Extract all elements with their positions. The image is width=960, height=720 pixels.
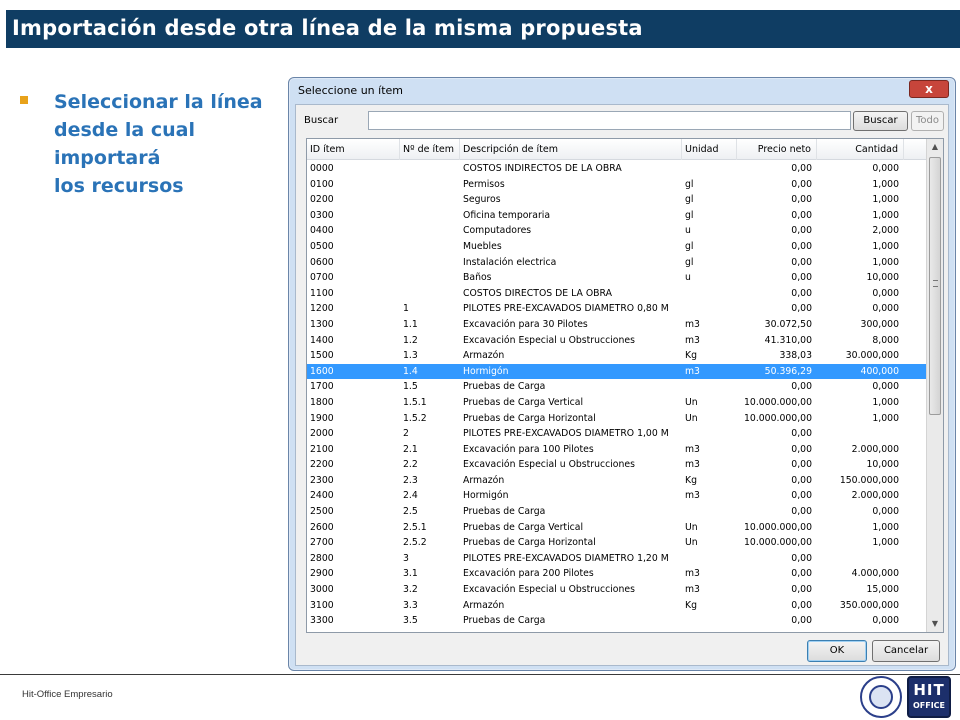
cell-number: 3.1 xyxy=(403,568,418,580)
cell-quantity: 1,000 xyxy=(872,537,899,549)
cell-quantity: 0,000 xyxy=(872,163,899,174)
search-button[interactable]: Buscar xyxy=(853,111,908,131)
cell-quantity: 10,000 xyxy=(866,459,899,471)
column-header-id[interactable]: ID ítem xyxy=(307,139,400,160)
cell-description: Excavación Especial u Obstrucciones xyxy=(463,459,635,471)
cell-quantity: 1,000 xyxy=(872,209,899,221)
cell-quantity: 1,000 xyxy=(872,178,899,190)
cell-price: 0,00 xyxy=(791,474,812,486)
cell-unit: u xyxy=(685,225,691,237)
table-row[interactable] xyxy=(307,598,927,614)
cell-description: PILOTES PRE-EXCAVADOS DIAMETRO 1,00 M xyxy=(463,428,669,440)
table-row[interactable] xyxy=(307,411,927,427)
cell-unit: u xyxy=(685,272,691,284)
cell-number: 2.2 xyxy=(403,459,418,471)
cell-unit xyxy=(682,301,737,317)
cell-unit: gl xyxy=(685,178,694,190)
cell-price: 0,00 xyxy=(791,381,812,393)
cell-number xyxy=(400,239,460,255)
cell-quantity xyxy=(817,426,904,442)
cell-id: 1100 xyxy=(310,287,334,299)
cell-id: 2900 xyxy=(310,568,334,580)
cell-quantity: 0,000 xyxy=(872,506,899,518)
cell-description: Hormigón xyxy=(463,365,509,377)
cell-price: 338,03 xyxy=(779,350,812,362)
cell-quantity: 2.000,000 xyxy=(851,490,899,502)
cell-quantity: 1,000 xyxy=(872,256,899,268)
cancel-button[interactable]: Cancelar xyxy=(872,640,940,662)
cell-unit: Un xyxy=(685,412,698,424)
slide-title: Importación desde otra línea de la misma propuesta xyxy=(12,16,643,40)
table-row[interactable] xyxy=(307,301,927,317)
cell-id: 1900 xyxy=(310,412,334,424)
column-header-number[interactable]: Nº de ítem xyxy=(400,139,460,160)
bullet-text xyxy=(54,88,263,200)
dialog-body xyxy=(295,104,949,666)
scroll-thumb[interactable] xyxy=(929,157,941,415)
search-input[interactable] xyxy=(368,111,851,130)
cell-price: 10.000.000,00 xyxy=(743,537,812,549)
cell-unit: gl xyxy=(685,194,694,206)
column-header-description[interactable]: Descripción de ítem xyxy=(460,139,682,160)
table-row[interactable] xyxy=(307,520,927,536)
cell-price: 41.310,00 xyxy=(764,334,812,346)
cell-unit: gl xyxy=(685,209,694,221)
cell-price: 0,00 xyxy=(791,599,812,611)
cell-quantity: 1,000 xyxy=(872,412,899,424)
table-row[interactable] xyxy=(307,270,927,286)
cell-number: 1.5.1 xyxy=(403,396,427,408)
cell-description: Excavación para 100 Pilotes xyxy=(463,443,594,455)
cell-id: 2400 xyxy=(310,490,334,502)
cell-price: 10.000.000,00 xyxy=(743,521,812,533)
cell-quantity xyxy=(817,551,904,567)
cell-quantity: 10,000 xyxy=(866,272,899,284)
cell-id: 1600 xyxy=(310,365,334,377)
table-row[interactable] xyxy=(307,239,927,255)
cell-description: PILOTES PRE-EXCAVADOS DIAMETRO 0,80 M xyxy=(463,303,669,315)
cell-number: 2.5.1 xyxy=(403,521,427,533)
cell-id: 1400 xyxy=(310,334,334,346)
cell-description: Armazón xyxy=(463,474,505,486)
header-accent-bar xyxy=(0,10,6,48)
cell-id: 2700 xyxy=(310,537,334,549)
cell-unit xyxy=(682,379,737,395)
cell-description: Excavación Especial u Obstrucciones xyxy=(463,334,635,346)
cell-quantity: 1,000 xyxy=(872,240,899,252)
cell-number: 1.4 xyxy=(403,365,418,377)
cell-id: 3100 xyxy=(310,599,334,611)
table-row[interactable] xyxy=(307,551,927,567)
cell-unit: Un xyxy=(685,537,698,549)
cell-number: 1 xyxy=(403,303,409,315)
table-row[interactable] xyxy=(307,317,927,333)
cell-price: 0,00 xyxy=(791,568,812,580)
cell-description: Excavación para 200 Pilotes xyxy=(463,568,594,580)
table-row[interactable] xyxy=(307,613,927,629)
cell-price: 0,00 xyxy=(791,459,812,471)
cell-description: Oficina temporaria xyxy=(463,209,551,221)
cell-unit: m3 xyxy=(685,365,700,377)
grip-icon xyxy=(933,280,938,287)
cell-id: 0300 xyxy=(310,209,334,221)
cell-unit: m3 xyxy=(685,334,700,346)
cell-description: Excavación para 30 Pilotes xyxy=(463,318,588,330)
cell-unit xyxy=(682,613,737,629)
cell-unit: m3 xyxy=(685,459,700,471)
cell-price: 30.072,50 xyxy=(764,318,812,330)
table-row[interactable] xyxy=(307,208,927,224)
select-item-dialog xyxy=(288,77,956,671)
column-header-price[interactable]: Precio neto xyxy=(737,139,817,160)
cell-id: 0400 xyxy=(310,225,334,237)
cell-unit: gl xyxy=(685,240,694,252)
cell-id: 0000 xyxy=(310,163,334,174)
cell-number: 2.5 xyxy=(403,506,418,518)
cell-unit xyxy=(682,551,737,567)
column-header-quantity[interactable]: Cantidad xyxy=(817,139,904,160)
cell-id: 0100 xyxy=(310,178,334,190)
cell-unit: m3 xyxy=(685,568,700,580)
table-row[interactable] xyxy=(307,333,927,349)
cell-number: 3.2 xyxy=(403,584,418,596)
cell-description: Instalación electrica xyxy=(463,256,557,268)
table-row[interactable] xyxy=(307,426,927,442)
ok-button[interactable]: OK xyxy=(807,640,867,662)
cell-price: 0,00 xyxy=(791,584,812,596)
cell-number xyxy=(400,223,460,239)
cell-description: Pruebas de Carga xyxy=(463,615,546,627)
cell-number: 1.1 xyxy=(403,318,418,330)
cell-id: 0500 xyxy=(310,240,334,252)
cell-unit xyxy=(682,504,737,520)
cell-description: Muebles xyxy=(463,240,502,252)
cell-price: 0,00 xyxy=(791,163,812,174)
table-row[interactable] xyxy=(307,379,927,395)
cell-price: 0,00 xyxy=(791,428,812,440)
bullet-line: importará xyxy=(54,147,161,169)
bullet-square-icon xyxy=(20,96,28,104)
table-row[interactable] xyxy=(307,535,927,551)
bullet-line: los recursos xyxy=(54,175,184,197)
cell-number: 2.5.2 xyxy=(403,537,427,549)
dialog-titlebar[interactable] xyxy=(289,78,955,104)
cell-id: 0700 xyxy=(310,272,334,284)
table-row[interactable] xyxy=(307,161,927,177)
vertical-scrollbar[interactable] xyxy=(926,139,943,632)
cell-price: 0,00 xyxy=(791,552,812,564)
cell-number xyxy=(400,255,460,271)
cell-description: COSTOS DIRECTOS DE LA OBRA xyxy=(463,287,612,299)
cell-price: 0,00 xyxy=(791,178,812,190)
cell-description: Pruebas de Carga Horizontal xyxy=(463,412,596,424)
cell-description: Pruebas de Carga Vertical xyxy=(463,396,584,408)
logo-top-text: HIT xyxy=(913,681,945,699)
close-icon: x xyxy=(925,82,933,96)
cell-price: 0,00 xyxy=(791,303,812,315)
table-body xyxy=(307,161,927,629)
cell-description: Hormigón xyxy=(463,490,509,502)
cell-id: 0200 xyxy=(310,194,334,206)
cell-description: Armazón xyxy=(463,599,505,611)
footer-divider xyxy=(0,674,960,675)
cell-description: Pruebas de Carga xyxy=(463,381,546,393)
cell-number: 2.3 xyxy=(403,474,418,486)
cell-price: 0,00 xyxy=(791,209,812,221)
search-label: Buscar xyxy=(304,115,339,126)
cell-id: 3300 xyxy=(310,615,334,627)
cell-id: 2200 xyxy=(310,459,334,471)
cell-id: 2100 xyxy=(310,443,334,455)
cell-unit: Un xyxy=(685,521,698,533)
cell-number: 2 xyxy=(403,428,409,440)
cell-quantity: 4.000,000 xyxy=(851,568,899,580)
cell-price: 50.396,29 xyxy=(764,365,812,377)
cell-quantity: 8,000 xyxy=(872,334,899,346)
table-row[interactable] xyxy=(307,192,927,208)
cell-id: 1200 xyxy=(310,303,334,315)
cell-number xyxy=(400,208,460,224)
cell-description: Pruebas de Carga xyxy=(463,506,546,518)
cell-id: 2500 xyxy=(310,506,334,518)
cell-quantity: 0,000 xyxy=(872,303,899,315)
cell-description: Computadores xyxy=(463,225,532,237)
cell-unit: m3 xyxy=(685,584,700,596)
cell-quantity: 30.000,000 xyxy=(845,350,899,362)
cell-quantity: 2.000,000 xyxy=(851,443,899,455)
cell-description: Pruebas de Carga Horizontal xyxy=(463,537,596,549)
table-row[interactable] xyxy=(307,364,927,380)
cell-number xyxy=(400,192,460,208)
cell-quantity: 0,000 xyxy=(872,615,899,627)
cell-unit: Un xyxy=(685,396,698,408)
table-row[interactable] xyxy=(307,442,927,458)
cell-id: 1500 xyxy=(310,350,334,362)
cell-price: 0,00 xyxy=(791,506,812,518)
cell-unit: Kg xyxy=(685,350,697,362)
cell-price: 0,00 xyxy=(791,615,812,627)
cell-unit xyxy=(682,426,737,442)
cell-description: COSTOS INDIRECTOS DE LA OBRA xyxy=(463,163,622,174)
cell-description: Armazón xyxy=(463,350,505,362)
table-row[interactable] xyxy=(307,286,927,302)
seal-center xyxy=(869,685,893,709)
cell-id: 3000 xyxy=(310,584,334,596)
cell-price: 0,00 xyxy=(791,287,812,299)
cell-unit: m3 xyxy=(685,490,700,502)
all-button[interactable]: Todo xyxy=(911,111,944,131)
cell-unit: m3 xyxy=(685,443,700,455)
cell-quantity: 1,000 xyxy=(872,396,899,408)
cell-number xyxy=(400,286,460,302)
cell-unit: gl xyxy=(685,256,694,268)
items-table xyxy=(306,138,944,633)
cell-number xyxy=(400,177,460,193)
logo-bottom-text: OFFICE xyxy=(912,701,946,710)
cell-number xyxy=(400,270,460,286)
dialog-title: Seleccione un ítem xyxy=(298,84,403,97)
cell-price: 0,00 xyxy=(791,490,812,502)
cell-id: 1700 xyxy=(310,381,334,393)
cell-number: 3 xyxy=(403,552,409,564)
cell-id: 2000 xyxy=(310,428,334,440)
table-row[interactable] xyxy=(307,395,927,411)
table-row[interactable] xyxy=(307,177,927,193)
cell-unit: m3 xyxy=(685,318,700,330)
table-row[interactable] xyxy=(307,223,927,239)
slide-header xyxy=(0,10,960,48)
cell-unit: Kg xyxy=(685,474,697,486)
cell-number: 1.3 xyxy=(403,350,418,362)
cell-description: PILOTES PRE-EXCAVADOS DIAMETRO 1,20 M xyxy=(463,552,669,564)
cell-number xyxy=(400,161,460,177)
cell-unit xyxy=(682,161,737,177)
column-header-unit[interactable]: Unidad xyxy=(682,139,737,160)
institution-seal-icon xyxy=(860,676,902,718)
cell-quantity: 1,000 xyxy=(872,521,899,533)
cell-description: Baños xyxy=(463,272,492,284)
cell-quantity: 1,000 xyxy=(872,194,899,206)
scroll-up-icon[interactable]: ▲ xyxy=(931,142,939,151)
table-row[interactable] xyxy=(307,566,927,582)
table-row[interactable] xyxy=(307,457,927,473)
cell-id: 1300 xyxy=(310,318,334,330)
cell-price: 0,00 xyxy=(791,443,812,455)
cell-price: 0,00 xyxy=(791,256,812,268)
bullet-line: desde la cual xyxy=(54,119,195,141)
cell-price: 10.000.000,00 xyxy=(743,412,812,424)
bullet-line: Seleccionar la línea xyxy=(54,91,263,113)
cell-number: 2.4 xyxy=(403,490,418,502)
table-header xyxy=(307,139,927,160)
cell-price: 0,00 xyxy=(791,225,812,237)
cell-quantity: 300,000 xyxy=(860,318,899,330)
table-row[interactable] xyxy=(307,582,927,598)
cell-quantity: 15,000 xyxy=(866,584,899,596)
cell-quantity: 150.000,000 xyxy=(839,474,899,486)
cell-unit xyxy=(682,286,737,302)
cell-price: 0,00 xyxy=(791,240,812,252)
cell-id: 2800 xyxy=(310,552,334,564)
cell-description: Seguros xyxy=(463,194,501,206)
cell-quantity: 2,000 xyxy=(872,225,899,237)
cell-id: 2300 xyxy=(310,474,334,486)
cell-number: 2.1 xyxy=(403,443,418,455)
cell-number: 1.5 xyxy=(403,381,418,393)
table-row[interactable] xyxy=(307,488,927,504)
cell-quantity: 0,000 xyxy=(872,287,899,299)
footer-text: Hit-Office Empresario xyxy=(22,689,113,700)
cell-price: 0,00 xyxy=(791,194,812,206)
cell-number: 1.2 xyxy=(403,334,418,346)
cell-number: 1.5.2 xyxy=(403,412,427,424)
table-row[interactable] xyxy=(307,255,927,271)
cell-unit: Kg xyxy=(685,599,697,611)
cell-description: Permisos xyxy=(463,178,505,190)
cell-id: 1800 xyxy=(310,396,334,408)
cell-id: 0600 xyxy=(310,256,334,268)
cell-price: 10.000.000,00 xyxy=(743,396,812,408)
table-row[interactable] xyxy=(307,348,927,364)
cell-number: 3.5 xyxy=(403,615,418,627)
close-button[interactable] xyxy=(909,80,949,98)
cell-description: Excavación Especial u Obstrucciones xyxy=(463,584,635,596)
scroll-down-icon[interactable]: ▼ xyxy=(931,619,939,628)
cell-quantity: 0,000 xyxy=(872,381,899,393)
hit-office-logo xyxy=(907,676,951,718)
cell-price: 0,00 xyxy=(791,272,812,284)
cell-quantity: 350.000,000 xyxy=(839,599,899,611)
table-row[interactable] xyxy=(307,504,927,520)
table-row[interactable] xyxy=(307,473,927,489)
cell-id: 2600 xyxy=(310,521,334,533)
cell-description: Pruebas de Carga Vertical xyxy=(463,521,584,533)
cell-number: 3.3 xyxy=(403,599,418,611)
cell-quantity: 400,000 xyxy=(860,365,899,377)
